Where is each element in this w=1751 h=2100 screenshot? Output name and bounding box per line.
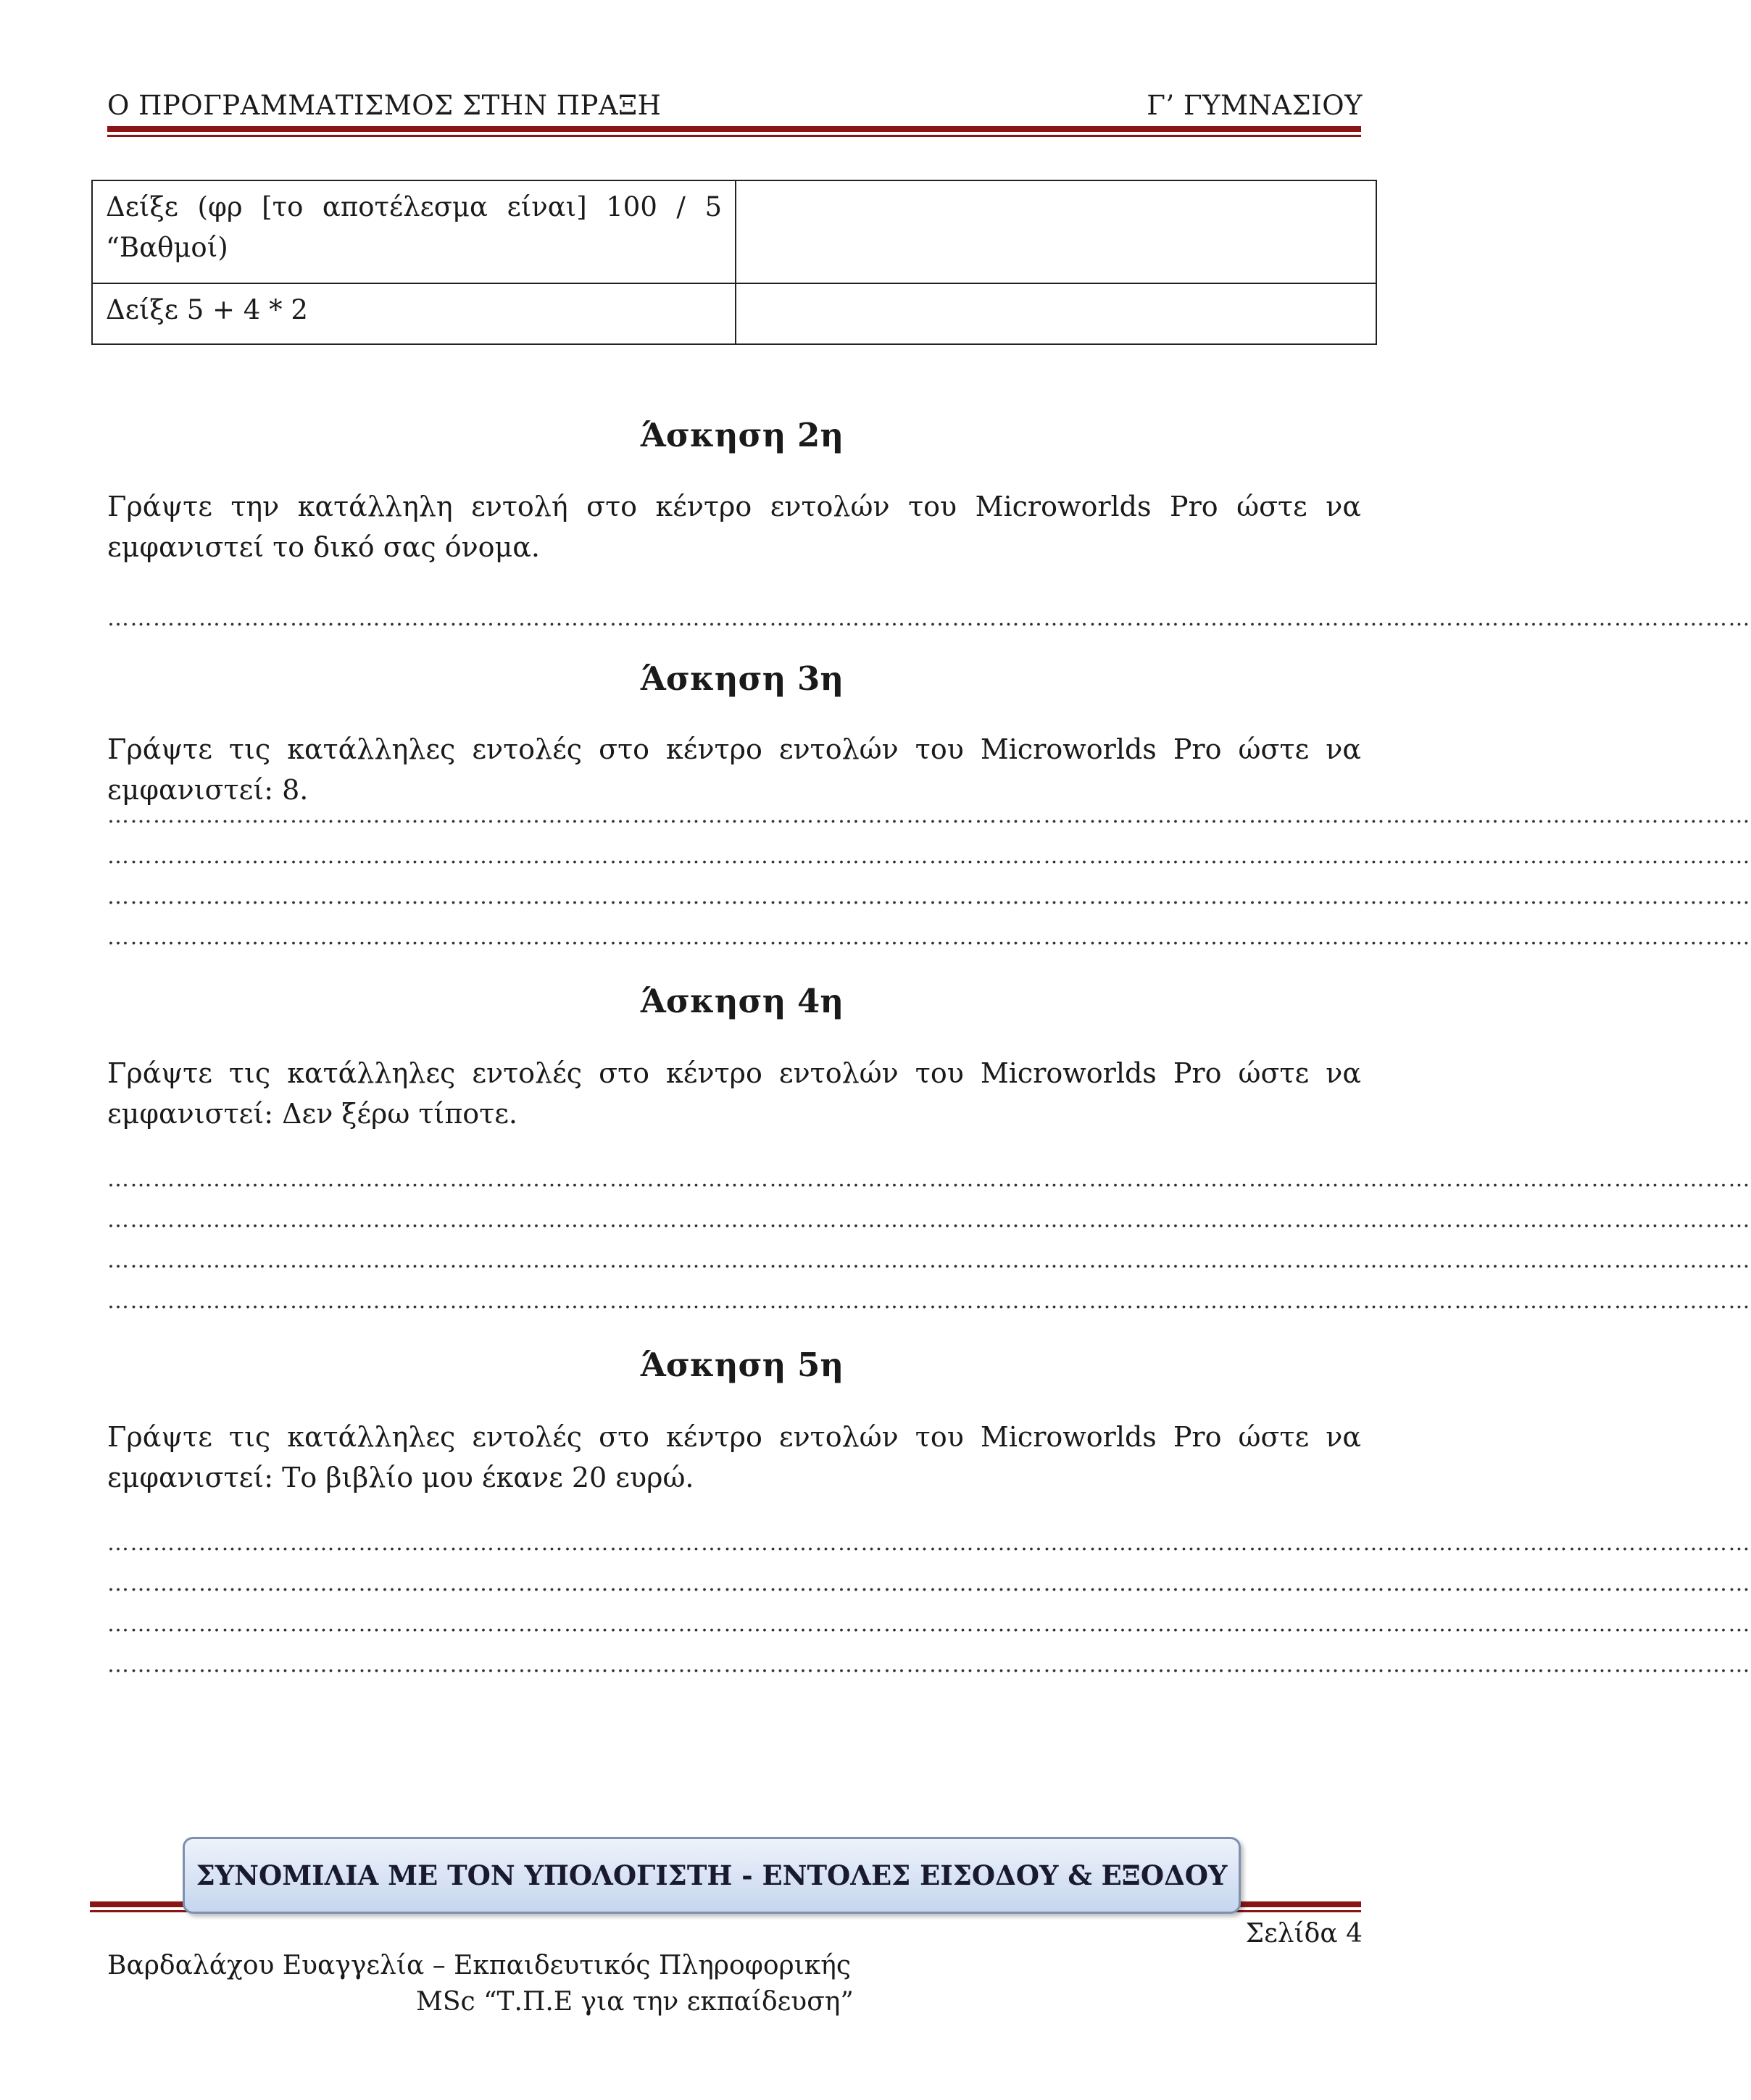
exercise-text: Γράψτε τις κατάλληλες εντολές στο κέντρο εντολών του Microworlds Pro ώστε να εμφανιστεί: Δεν ξέρω τίποτε.: [107, 1057, 1361, 1130]
answer-line: ………………………………………………………………………………………………………………………………………………………………………………………………: [107, 884, 1751, 909]
answer-line: ………………………………………………………………………………………………………………………………………………………………………………………………: [107, 1652, 1751, 1678]
answer-line: ………………………………………………………………………………………………………………………………………………………………………………………………: [107, 606, 1751, 631]
header-title: Ο ΠΡΟΓΡΑΜΜΑΤΙΣΜΟΣ ΣΤΗΝ ΠΡΑΞΗ: [107, 90, 662, 121]
table-question: Δείξε 5 + 4 * 2: [92, 283, 736, 344]
page-number: Σελίδα 4: [1245, 1919, 1363, 1949]
exercise-text: Γράψτε τις κατάλληλες εντολές στο κέντρο εντολών του Microworlds Pro ώστε να εμφανιστεί: Το βιβλίο μου έκανε 20 ευρώ.: [107, 1421, 1361, 1493]
exercise-heading: Άσκηση 2η: [640, 416, 844, 454]
footer-degree: MSc “Τ.Π.Ε για την εκπαίδευση”: [416, 1987, 854, 2017]
footer-author: Βαρδαλάχου Ευαγγελία – Εκπαιδευτικός Πληροφορικής: [107, 1951, 852, 1980]
answer-line: ………………………………………………………………………………………………………………………………………………………………………………………………: [107, 1248, 1751, 1273]
header-rule-thin: [107, 135, 1361, 137]
exercise-heading: Άσκηση 5η: [640, 1346, 844, 1384]
answer-line: ………………………………………………………………………………………………………………………………………………………………………………………………: [107, 843, 1751, 869]
answer-line: ………………………………………………………………………………………………………………………………………………………………………………………………: [107, 925, 1751, 950]
answer-line: ………………………………………………………………………………………………………………………………………………………………………………………………: [107, 1571, 1751, 1596]
exercise-table: [91, 180, 1377, 345]
answer-line: ………………………………………………………………………………………………………………………………………………………………………………………………: [107, 1288, 1751, 1314]
answer-line: ………………………………………………………………………………………………………………………………………………………………………………………………: [107, 1530, 1751, 1556]
exercise-text: Γράψτε την κατάλληλη εντολή στο κέντρο εντολών του Microworlds Pro ώστε να εμφανιστεί το δικό σας όνομα.: [107, 491, 1361, 563]
answer-line: ………………………………………………………………………………………………………………………………………………………………………………………………: [107, 803, 1751, 828]
answer-line: ………………………………………………………………………………………………………………………………………………………………………………………………: [107, 1167, 1751, 1192]
table-row: [92, 180, 1376, 283]
table-answer: [736, 283, 1376, 344]
table-row: [92, 283, 1376, 344]
table-answer: [736, 180, 1376, 283]
exercise-text: Γράψτε τις κατάλληλες εντολές στο κέντρο εντολών του Microworlds Pro ώστε να εμφανιστεί: 8.: [107, 733, 1361, 806]
header-grade: Γ’ ΓΥΜΝΑΣΙΟΥ: [1147, 90, 1363, 121]
header-rule-thick: [107, 126, 1361, 132]
exercise-heading: Άσκηση 3η: [640, 659, 844, 698]
chapter-banner: ΣΥΝΟΜΙΛΙΑ ΜΕ ΤΟΝ ΥΠΟΛΟΓΙΣΤΗ - ΕΝΤΟΛΕΣ ΕΙΣΟΔΟΥ & ΕΞΟΔΟΥ: [183, 1837, 1241, 1914]
table-question: Δείξε (φρ [το αποτέλεσμα είναι] 100 / 5 “Βαθμοί): [92, 180, 736, 283]
exercise-heading: Άσκηση 4η: [640, 982, 844, 1020]
answer-line: ………………………………………………………………………………………………………………………………………………………………………………………………: [107, 1612, 1751, 1637]
answer-line: ………………………………………………………………………………………………………………………………………………………………………………………………: [107, 1207, 1751, 1233]
